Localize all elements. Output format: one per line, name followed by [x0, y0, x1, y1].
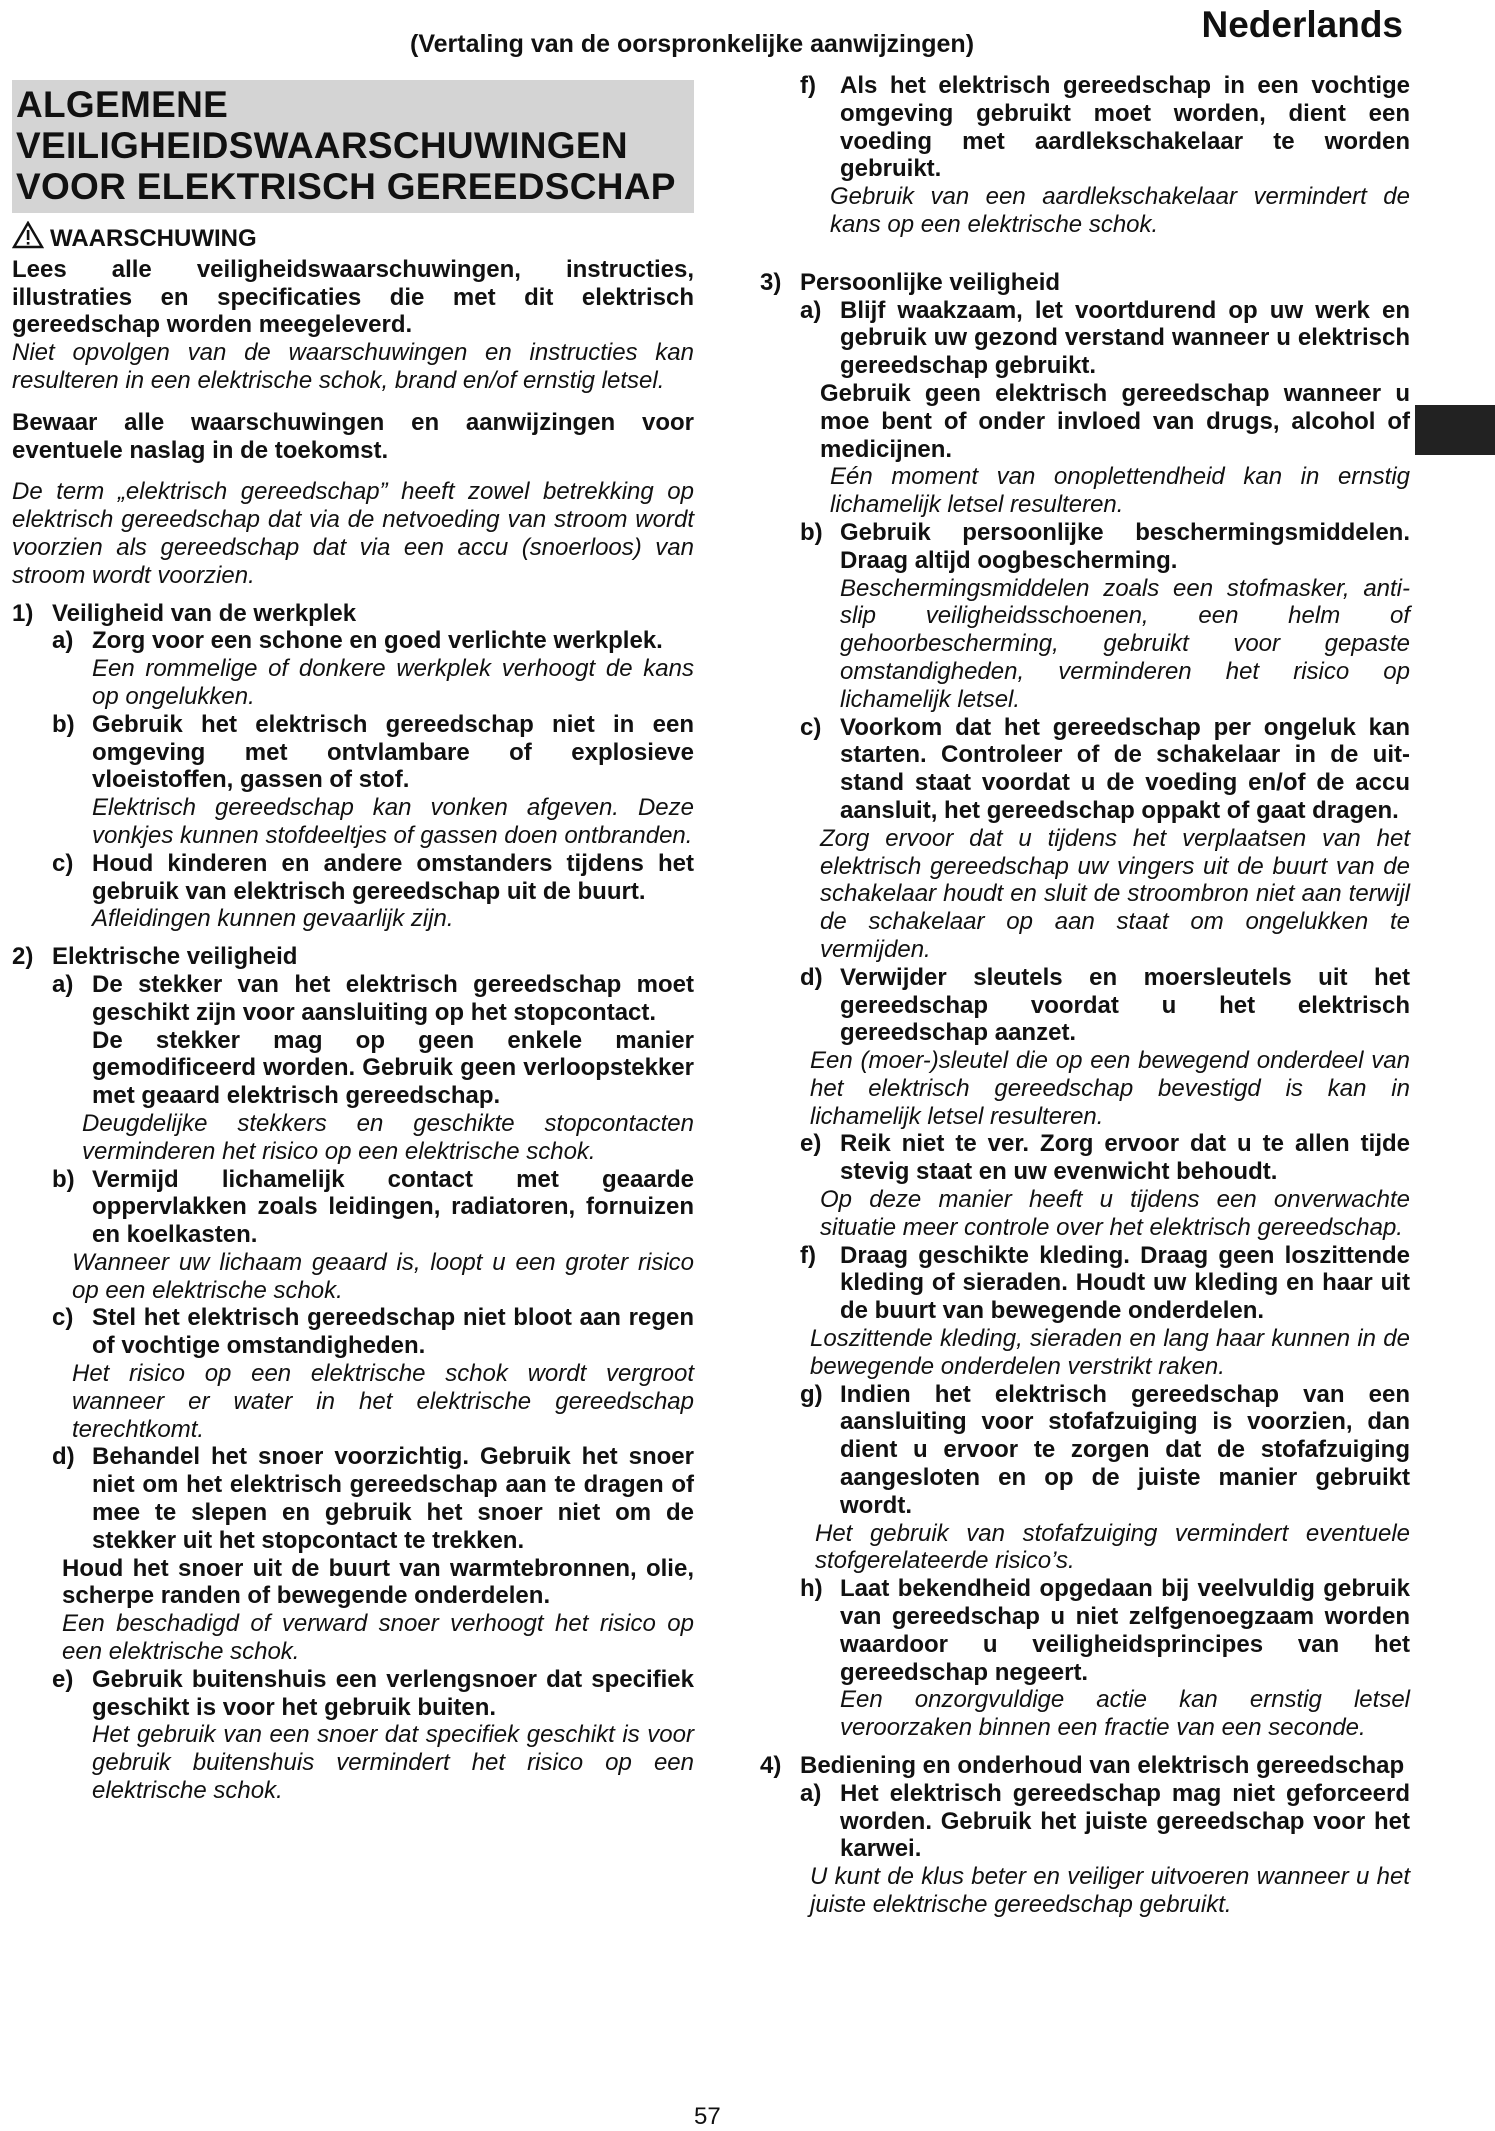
section-title: Elektrische veiligheid	[52, 943, 298, 971]
list-item: d) Behandel het snoer voorzichtig. Gebruik het snoer niet om het elektrisch gereedschap aan te dragen of mee te slepen en gebruik het snoer niet om de stekker uit het stopcontact te trekken.	[52, 1443, 694, 1554]
title-line: VOOR ELEKTRISCH GEREEDSCHAP	[16, 166, 676, 207]
warning-consequence: Niet opvolgen van de waarschuwingen en instructies kan resulteren in een elektrische schok, brand en/of ernstig letsel.	[12, 339, 694, 394]
list-item: e) Reik niet te ver. Zorg ervoor dat u te allen tijde stevig staat en uw evenwicht behoudt.	[800, 1130, 1410, 1186]
page-subtitle: (Vertaling van de oorspronkelijke aanwijzingen)	[410, 30, 975, 58]
item-explanation: U kunt de klus beter en veiliger uitvoeren wanneer u het juiste elektrische gereedschap gebruikt.	[810, 1863, 1410, 1918]
item-explanation: Deugdelijke stekkers en geschikte stopcontacten verminderen het risico op een elektrische schok.	[82, 1109, 694, 1165]
item-explanation: Loszittende kleding, sieraden en lang haar kunnen in de bewegende onderdelen verstrikt raken.	[810, 1325, 1410, 1380]
term-definition: De term „elektrisch gereedschap” heeft zowel betrekking op elektrisch gereedschap dat via de netvoeding van stroom wordt voorzien als gereedschap dat via een accu (snoerloos) van stroom wordt voorzien.	[12, 478, 694, 589]
list-item: a) Blijf waakzaam, let voortdurend op uw werk en gebruik uw gezond verstand wanneer u elektrisch gereedschap gebruikt.	[800, 296, 1410, 380]
list-item: c) Stel het elektrisch gereedschap niet bloot aan regen of vochtige omstandigheden.	[52, 1304, 694, 1360]
list-item: d) Verwijder sleutels en moersleutels uit het gereedschap voordat u het elektrisch gereedschap aanzet.	[800, 963, 1410, 1047]
section-3-items	[760, 297, 1410, 1742]
title-line: VEILIGHEIDSWAARSCHUWINGEN	[16, 125, 628, 166]
main-title	[12, 80, 694, 213]
section-2-items	[12, 971, 694, 1805]
list-item: b) Gebruik persoonlijke beschermingsmiddelen. Draag altijd oogbescherming.	[800, 518, 1410, 574]
list-item: f) Als het elektrisch gereedschap in een vochtige omgeving gebruikt moet worden, dient een voeding met aardlekschakelaar te worden gebruikt.	[800, 72, 1410, 183]
list-item: a) Zorg voor een schone en goed verlichte werkplek.	[52, 627, 663, 655]
list-item: g) Indien het elektrisch gereedschap van een aansluiting voor stofafzuiging is voorzien, dan dient u ervoor te zorgen dat de stofafzuiging aangesloten en op de juiste manier gebruikt wordt.	[800, 1380, 1410, 1519]
right-column	[760, 0, 1410, 1919]
section-4-heading: 4) Bediening en onderhoud van elektrisch gereedschap	[760, 1752, 1410, 1780]
item-explanation: Op deze manier heeft u tijdens een onverwachte situatie meer controle over het elektrisch gereedschap.	[820, 1186, 1410, 1241]
list-item: c) Houd kinderen en andere omstanders tijdens het gebruik van elektrisch gereedschap uit de buurt.	[52, 849, 694, 905]
item-explanation: Een beschadigd of verward snoer verhoogt het risico op een elektrische schok.	[62, 1610, 694, 1666]
list-item: e) Gebruik buitenshuis een verlengsnoer dat specifiek geschikt is voor het gebruik buiten.	[52, 1665, 694, 1721]
warning-triangle-icon	[12, 221, 44, 256]
title-line: ALGEMENE	[16, 84, 229, 125]
item-instruction: Houd het snoer uit de buurt van warmtebronnen, olie, scherpe randen of bewegende onderdelen.	[62, 1554, 694, 1610]
item-explanation: Een rommelige of donkere werkplek verhoogt de kans op ongelukken.	[92, 655, 694, 710]
item-explanation: Wanneer uw lichaam geaard is, loopt u een groter risico op een elektrische schok.	[72, 1248, 694, 1304]
section-2-heading: 2) Elektrische veiligheid	[12, 943, 298, 971]
section-title: Veiligheid van de werkplek	[52, 599, 357, 627]
section-4-items	[760, 1780, 1410, 1919]
item-explanation: Een onzorgvuldige actie kan ernstig letsel veroorzaken binnen een fractie van een seconde.	[840, 1686, 1410, 1742]
list-item: b) Vermijd lichamelijk contact met geaarde oppervlakken zoals leidingen, radiatoren, fornuizen en koelkasten.	[52, 1165, 694, 1249]
language-label: Nederlands	[1201, 4, 1403, 45]
section-title: Bediening en onderhoud van elektrisch gereedschap	[800, 1752, 1405, 1780]
list-item: f) Draag geschikte kleding. Draag geen loszittende kleding of sieraden. Houdt uw kleding en haar uit de buurt van bewegende onderdelen.	[800, 1241, 1410, 1325]
left-column	[12, 0, 694, 1805]
section-3-heading: 3) Persoonlijke veiligheid	[760, 268, 1061, 296]
item-instruction: De stekker mag op geen enkele manier gemodificeerd worden. Gebruik geen verloopstekker met geaard elektrisch gereedschap.	[92, 1026, 694, 1110]
item-explanation: Het gebruik van een snoer dat specifiek geschikt is voor gebruik buitenshuis vermindert het risico op een elektrische schok.	[92, 1721, 694, 1805]
item-explanation: Gebruik van een aardlekschakelaar vermindert de kans op een elektrische schok.	[830, 183, 1410, 238]
list-item: b) Gebruik het elektrisch gereedschap niet in een omgeving met ontvlambare of explosieve vloeistoffen, gassen of stof.	[52, 710, 694, 794]
warning-label: WAARSCHUWING	[50, 224, 257, 252]
item-explanation: Elektrisch gereedschap kan vonken afgeven. Deze vonkjes kunnen stofdeeltjes of gassen doen ontbranden.	[92, 794, 694, 849]
page-number: 57	[694, 2103, 721, 2130]
item-explanation: Het risico op een elektrische schok wordt vergroot wanneer er water in het elektrische gereedschap terechtkomt.	[72, 1360, 694, 1443]
item-explanation: Afleidingen kunnen gevaarlijk zijn.	[92, 905, 454, 933]
section-title: Persoonlijke veiligheid	[800, 268, 1061, 296]
item-explanation: Eén moment van onoplettendheid kan in ernstig lichamelijk letsel resulteren.	[830, 463, 1410, 519]
list-item: a) De stekker van het elektrisch gereedschap moet geschikt zijn voor aansluiting op het stopcontact.	[52, 970, 694, 1026]
keep-instructions: Bewaar alle waarschuwingen en aanwijzingen voor eventuele naslag in de toekomst.	[12, 408, 694, 464]
list-item: h) Laat bekendheid opgedaan bij veelvuldig gebruik van gereedschap u niet zelfgenoegzaam worden waardoor u veiligheidsprincipes van het gereedschap negeert.	[800, 1575, 1410, 1686]
item-instruction: Gebruik geen elektrisch gereedschap wanneer u moe bent of onder invloed van drugs, alcohol of medicijnen.	[820, 379, 1410, 463]
section-2-continued	[760, 72, 1410, 239]
item-explanation: Zorg ervoor dat u tijdens het verplaatsen van het elektrisch gereedschap uw vingers uit de buurt van de schakelaar houdt en sluit de stroombron niet aan terwijl de schakelaar op aan staat om ongelukken te vermijden.	[820, 824, 1410, 963]
language-tab-marker	[1415, 405, 1495, 455]
section-1-items	[12, 627, 694, 933]
warning-text: Lees alle veiligheidswaarschuwingen, instructies, illustraties en specificaties die met dit elektrisch gereedschap worden meegeleverd.	[12, 255, 694, 339]
section-1-heading: 1) Veiligheid van de werkplek	[12, 599, 357, 627]
item-explanation: Beschermingsmiddelen zoals een stofmasker, anti-slip veiligheidsschoenen, een helm of gehoorbescherming, gebruikt voor gepaste omstandigheden, verminderen het risico op lichamelijk letsel.	[840, 574, 1410, 713]
item-explanation: Het gebruik van stofafzuiging vermindert eventuele stofgerelateerde risico’s.	[815, 1519, 1410, 1575]
list-item: c) Voorkom dat het gereedschap per ongeluk kan starten. Controleer of de schakelaar in de uit-stand staat voordat u de voeding en/of de accu aansluit, het gereedschap oppakt of gaat dragen.	[800, 713, 1410, 824]
list-item: a) Het elektrisch gereedschap mag niet geforceerd worden. Gebruik het juiste gereedschap voor het karwei.	[800, 1779, 1410, 1863]
item-explanation: Een (moer-)sleutel die op een bewegend onderdeel van het elektrisch gereedschap bevestigd is kan in lichamelijk letsel resulteren.	[810, 1047, 1410, 1130]
warning-heading	[12, 221, 694, 256]
